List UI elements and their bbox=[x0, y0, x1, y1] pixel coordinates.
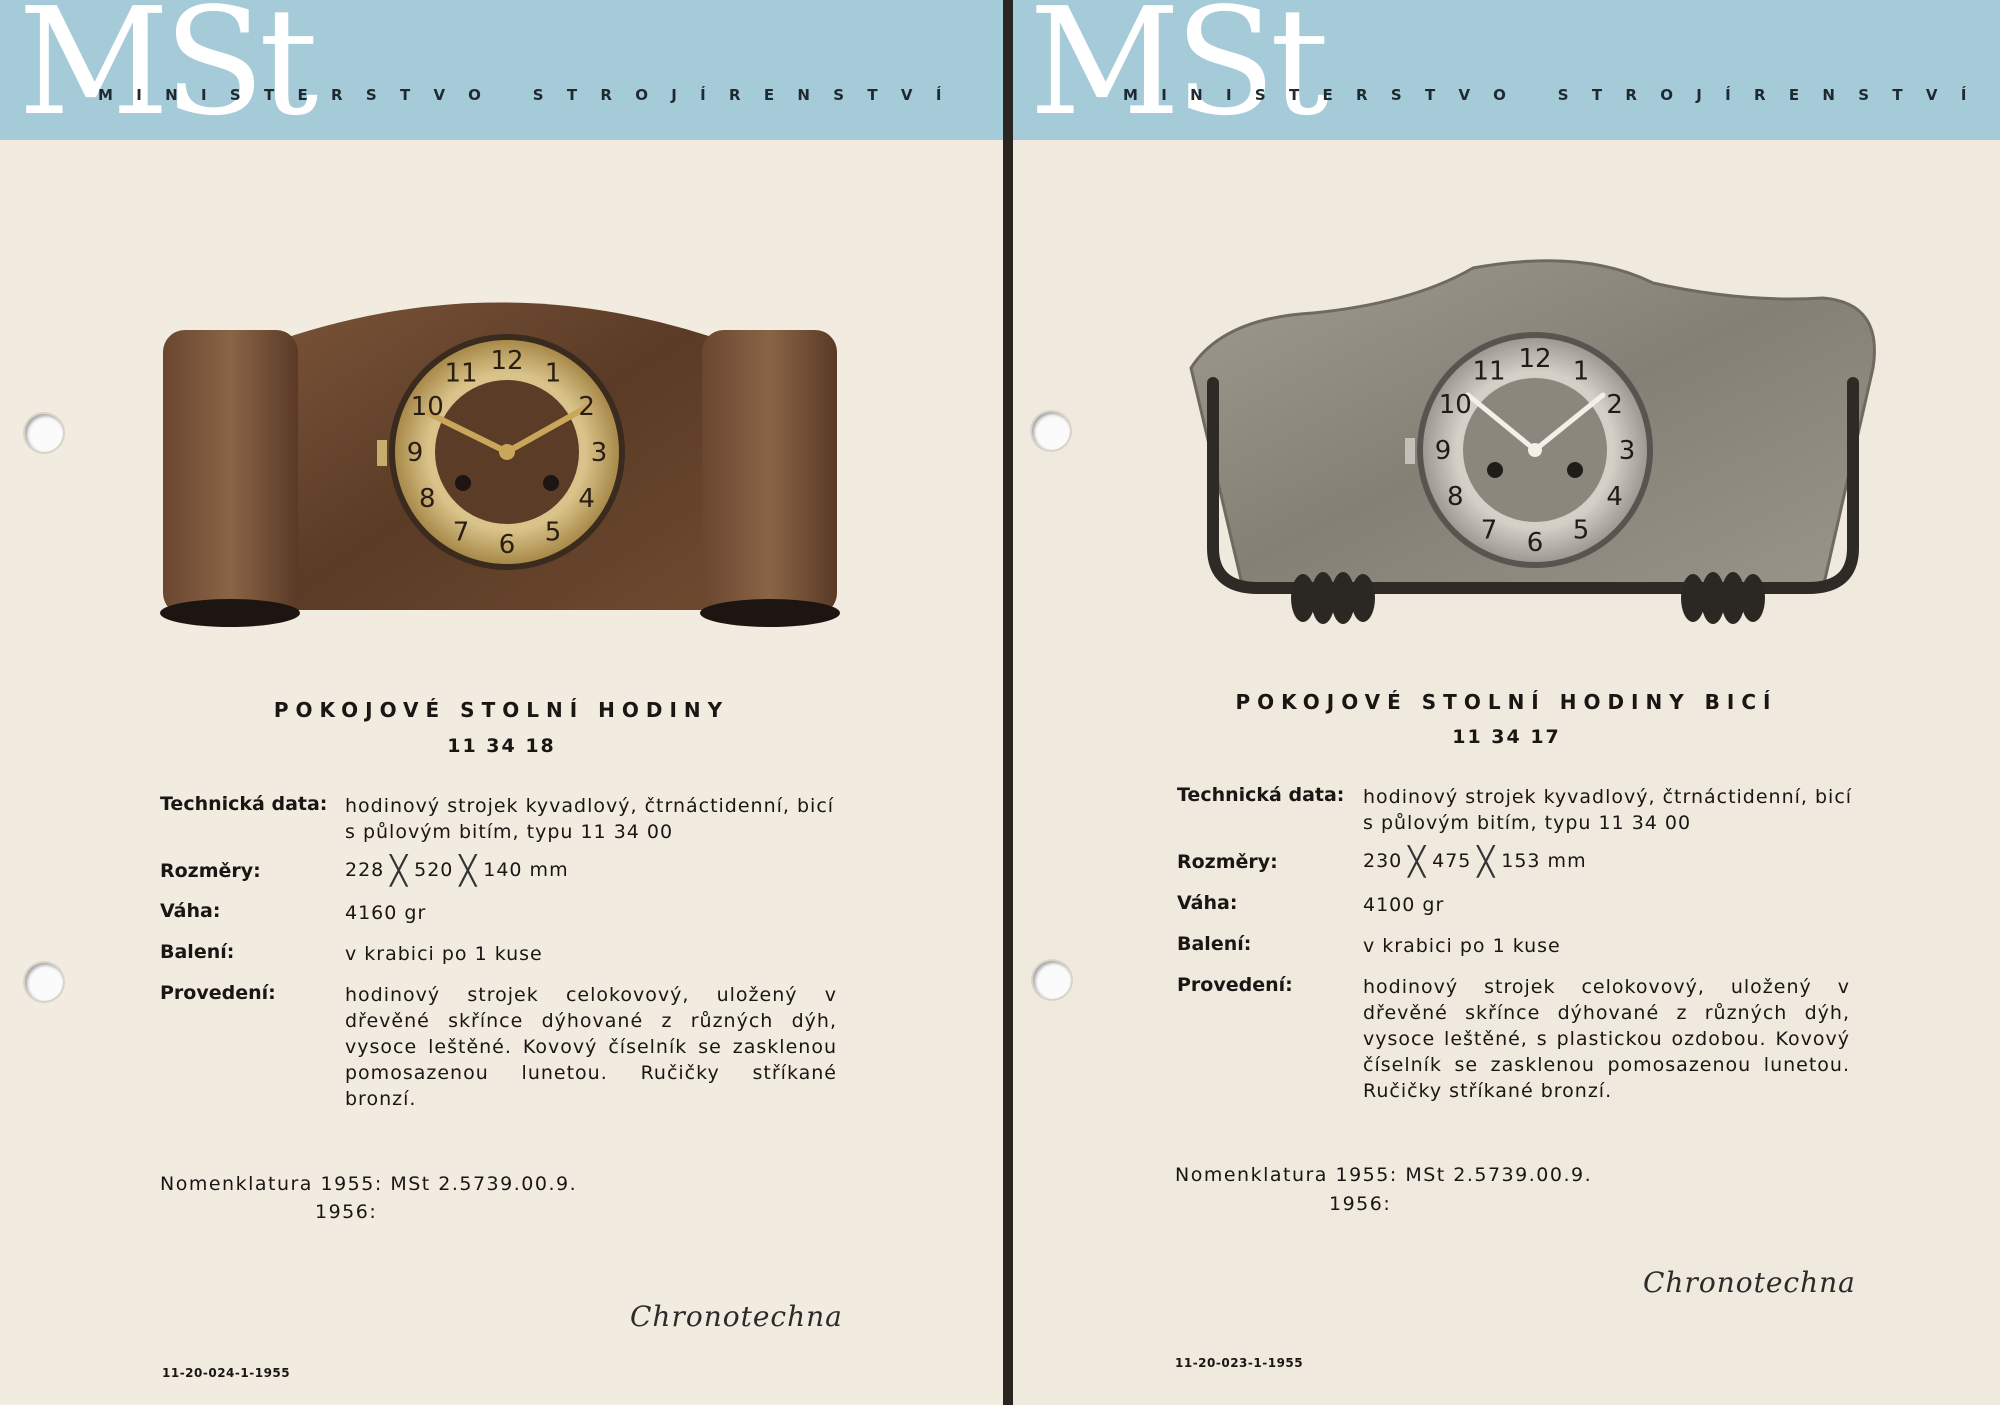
dial-numeral: 11 bbox=[1472, 356, 1506, 387]
spec-label-packing: Balení: bbox=[1177, 933, 1252, 955]
dial-numeral: 1 bbox=[544, 358, 562, 389]
dial-numeral: 9 bbox=[406, 438, 424, 468]
times-sign: ╳ bbox=[1408, 845, 1427, 878]
spec-technical-line2: s půlovým bitím, typu 11 34 00 bbox=[345, 821, 674, 843]
binder-hole bbox=[1033, 961, 1071, 999]
spec-technical-line2: s půlovým bitím, typu 11 34 00 bbox=[1363, 812, 1692, 834]
spec-dimensions bbox=[1363, 845, 1587, 878]
product-title: POKOJOVÉ STOLNÍ HODINY bbox=[273, 698, 730, 722]
dial-numeral: 2 bbox=[1606, 390, 1623, 420]
dimension-depth: 140 mm bbox=[483, 859, 569, 881]
nomenclature-year-1956: 1956: bbox=[1329, 1193, 1392, 1215]
dial-numeral: 6 bbox=[1526, 528, 1544, 558]
dial-numeral: 3 bbox=[590, 438, 608, 468]
nomenclature-year-1955: 1955: bbox=[320, 1173, 383, 1195]
dial-numeral: 11 bbox=[444, 358, 478, 389]
spec-packing: v krabici po 1 kuse bbox=[345, 943, 543, 965]
times-sign: ╳ bbox=[1477, 845, 1496, 878]
product-title: POKOJOVÉ STOLNÍ HODINY BICÍ bbox=[1235, 690, 1778, 714]
spec-label-technical: Technická data: bbox=[160, 793, 328, 815]
dial-numeral: 2 bbox=[578, 392, 595, 422]
dimension-width: 475 bbox=[1432, 850, 1472, 872]
dimension-depth: 153 mm bbox=[1501, 850, 1587, 872]
dial-numeral: 1 bbox=[1572, 356, 1590, 387]
dimension-height: 228 bbox=[345, 859, 385, 881]
spec-technical-line1: hodinový strojek kyvadlový, čtrnáctidenní, bicí bbox=[1363, 786, 1853, 808]
mantel-clock-photo bbox=[1183, 258, 1883, 638]
spec-label-design: Provedení: bbox=[1177, 974, 1293, 996]
ministry-title: MINISTERSTVO STROJÍRENSTVÍ bbox=[98, 86, 965, 104]
spec-label-weight: Váha: bbox=[160, 900, 221, 922]
spec-packing: v krabici po 1 kuse bbox=[1363, 935, 1561, 957]
document-id: 11-20-023-1-1955 bbox=[1175, 1356, 1304, 1370]
chronotechna-signature: Chronotechna bbox=[1643, 1266, 1856, 1299]
dial-numeral: 9 bbox=[1434, 436, 1452, 466]
spec-design: hodinový strojek celokovový, uložený v dřevěné skřínce dýhované z různých dýh, vysoce leštěné, s plastickou ozdobou. Kovový číselník se zasklenou pomosazenou lunetou. Ručičky stříkané bronzí. bbox=[1363, 976, 1850, 1102]
spec-label-technical: Technická data: bbox=[1177, 784, 1345, 806]
dial-numeral: 12 bbox=[1518, 344, 1552, 374]
binder-hole bbox=[25, 963, 63, 1001]
spec-design: hodinový strojek celokovový, uložený v dřevěné skřínce dýhované z různých dýh, vysoce leštěné. Kovový číselník se zasklenou pomosazenou lunetou. Ručičky stříkané bronzí. bbox=[345, 984, 837, 1110]
nomenclature-value: MSt 2.5739.00.9. bbox=[390, 1173, 578, 1195]
dimension-height: 230 bbox=[1363, 850, 1403, 872]
dial-numeral: 4 bbox=[578, 484, 595, 514]
chronotechna-signature: Chronotechna bbox=[630, 1300, 843, 1333]
dial-numeral: 4 bbox=[1606, 482, 1623, 512]
dial-numeral: 3 bbox=[1618, 436, 1636, 466]
product-code: 11 34 17 bbox=[1452, 726, 1561, 748]
nomenclature-label: Nomenklatura bbox=[1175, 1164, 1328, 1186]
mst-logo: MSt bbox=[1029, 0, 1324, 148]
binder-hole bbox=[25, 414, 63, 452]
mst-logo: MSt bbox=[18, 0, 313, 148]
dial-numeral: 5 bbox=[1572, 515, 1590, 546]
ministry-title: MINISTERSTVO STROJÍRENSTVÍ bbox=[1123, 86, 1990, 104]
spec-label-design: Provedení: bbox=[160, 982, 276, 1004]
nomenclature-line bbox=[160, 1173, 577, 1195]
times-sign: ╳ bbox=[390, 854, 409, 887]
spec-technical-line1: hodinový strojek kyvadlový, čtrnáctidenní, bicí bbox=[345, 795, 835, 817]
spec-label-weight: Váha: bbox=[1177, 892, 1238, 914]
dial-numeral: 5 bbox=[544, 517, 562, 548]
dial-numeral: 6 bbox=[498, 530, 516, 560]
right-sheet bbox=[1013, 0, 2000, 1405]
nomenclature-value: MSt 2.5739.00.9. bbox=[1405, 1164, 1593, 1186]
dial-numeral: 7 bbox=[1480, 515, 1498, 546]
nomenclature-year-1955: 1955: bbox=[1335, 1164, 1398, 1186]
dial-numeral: 10 bbox=[1438, 390, 1472, 420]
nomenclature-line bbox=[1175, 1164, 1592, 1186]
dial-numeral: 8 bbox=[1447, 482, 1464, 512]
mantel-clock-photo bbox=[155, 285, 845, 630]
nomenclature-label: Nomenklatura bbox=[160, 1173, 313, 1195]
spec-label-dimensions: Rozměry: bbox=[1177, 851, 1278, 873]
spec-weight: 4100 gr bbox=[1363, 894, 1445, 916]
dimension-width: 520 bbox=[414, 859, 454, 881]
dial-numeral: 7 bbox=[452, 517, 470, 548]
spec-label-dimensions: Rozměry: bbox=[160, 860, 261, 882]
product-code: 11 34 18 bbox=[447, 735, 556, 757]
binder-hole bbox=[1032, 412, 1070, 450]
dial-numeral: 8 bbox=[419, 484, 436, 514]
spec-weight: 4160 gr bbox=[345, 902, 427, 924]
times-sign: ╳ bbox=[459, 854, 478, 887]
nomenclature-year-1956: 1956: bbox=[315, 1201, 378, 1223]
spec-label-packing: Balení: bbox=[160, 941, 235, 963]
dial-numeral: 12 bbox=[490, 346, 524, 376]
spec-dimensions bbox=[345, 854, 569, 887]
document-id: 11-20-024-1-1955 bbox=[162, 1366, 291, 1380]
dial-numeral: 10 bbox=[410, 392, 444, 422]
